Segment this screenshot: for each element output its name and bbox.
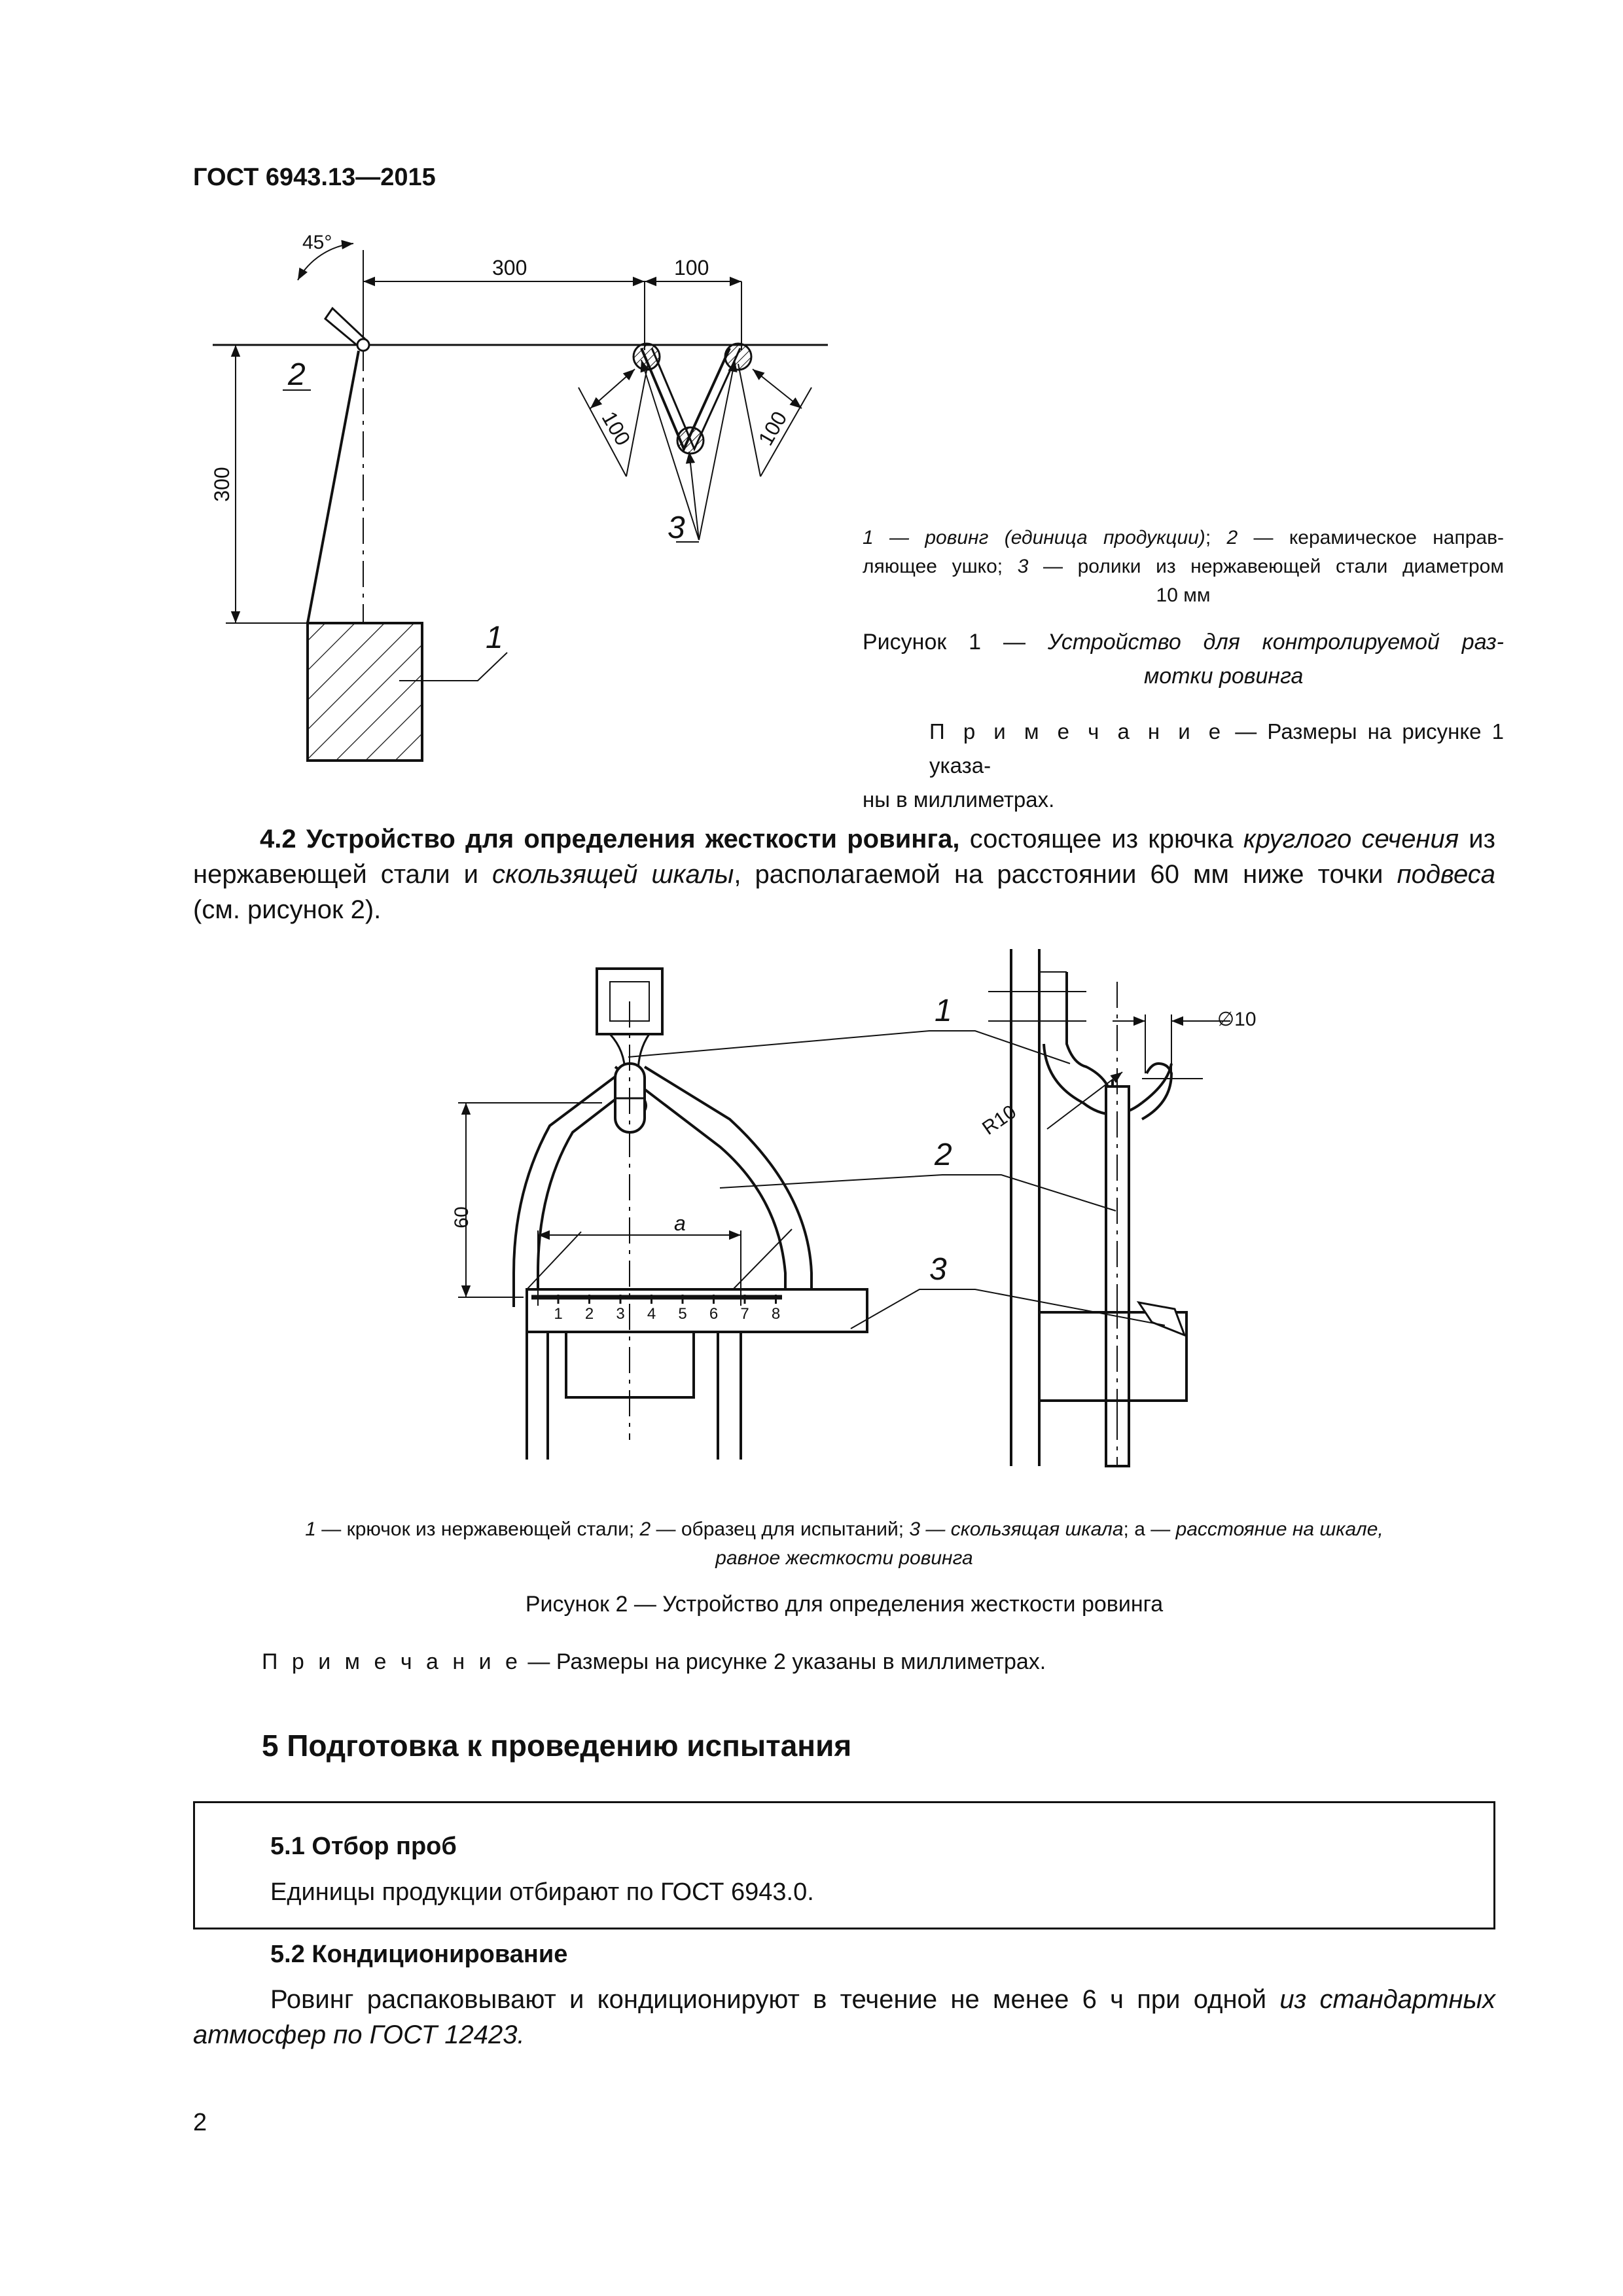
figure-2-caption: Рисунок 2 — Устройство для определения жесткости ровинга bbox=[525, 1592, 1164, 1617]
fig1-dim-100-h: 100 bbox=[674, 256, 709, 279]
section-5-heading: 5 Подготовка к проведению испытания bbox=[262, 1729, 852, 1763]
caption1-title-1: Устройство для контролируемой раз- bbox=[1047, 630, 1504, 655]
fig1-lines bbox=[213, 243, 828, 761]
legend1-sep: ; bbox=[1205, 527, 1227, 548]
s42-text-5: (см. рисунок 2). bbox=[193, 895, 382, 924]
fig1-dim-100-right: 100 bbox=[753, 407, 792, 450]
legend1-text-2b: ляющее ушко; bbox=[863, 556, 1018, 577]
legend2-text-2: — образец для испытаний; bbox=[651, 1518, 910, 1540]
legend2-text-3: — скользящая шкала bbox=[920, 1518, 1124, 1540]
legend1-text-2: — керамическое направ- bbox=[1238, 527, 1505, 548]
fig1-angle-label: 45° bbox=[302, 232, 332, 253]
s42-italic-1: круглого сечения bbox=[1243, 825, 1459, 853]
caption1-title-2: мотки ровинга bbox=[1144, 664, 1304, 689]
fig1-callout-3: 3 bbox=[668, 511, 685, 545]
section-5-1-heading: 5.1 Отбор проб bbox=[270, 1833, 457, 1860]
note1-text-1: — Размеры на рисунке 1 указа- bbox=[929, 719, 1504, 778]
fig2-dim-radius: R10 bbox=[978, 1101, 1021, 1139]
scale-tick-label: 6 bbox=[709, 1305, 719, 1323]
legend1-num-1: 1 bbox=[863, 527, 874, 548]
s42-text-2: из bbox=[1459, 825, 1495, 853]
page-number: 2 bbox=[193, 2109, 207, 2136]
section-5-1-box bbox=[193, 1801, 1495, 1929]
s42-italic-3: подвеса bbox=[1397, 860, 1496, 889]
legend2-num-1: 1 bbox=[305, 1518, 316, 1540]
fig2-callout-2: 2 bbox=[935, 1138, 952, 1172]
legend2-text-6: равное жесткости ровинга bbox=[715, 1547, 973, 1569]
document-code-header: ГОСТ 6943.13—2015 bbox=[193, 164, 436, 191]
figure-2-drawing bbox=[0, 916, 1623, 1505]
fig1-dim-300-h: 300 bbox=[492, 256, 527, 279]
scale-tick-label: 8 bbox=[771, 1305, 781, 1323]
scale-tick-label: 3 bbox=[616, 1305, 625, 1323]
section-5-2-paragraph bbox=[193, 1982, 1495, 2053]
note2-label: П р и м е ч а н и е bbox=[262, 1649, 522, 1674]
legend2-text-5: расстояние на шкале, bbox=[1175, 1518, 1383, 1540]
s42-text-3: нержавеющей стали и bbox=[193, 860, 493, 889]
s52-italic-1: из стандартных bbox=[1279, 1985, 1495, 2014]
s42-text-4: , располагаемой на расстоянии 60 мм ниже точки bbox=[734, 860, 1397, 889]
s42-text-1: состоящее из крючка bbox=[959, 825, 1243, 853]
section-4-2-paragraph bbox=[193, 821, 1495, 927]
legend2-num-2: 2 bbox=[639, 1518, 651, 1540]
fig1-callout-1: 1 bbox=[486, 620, 503, 655]
figure-1-legend bbox=[863, 524, 1504, 610]
scale-tick-label: 4 bbox=[647, 1305, 656, 1323]
legend2-text-4: ; а — bbox=[1123, 1518, 1176, 1540]
s42-italic-2: скользящей шкалы bbox=[492, 860, 734, 889]
roller-circles bbox=[633, 344, 751, 454]
section-5-1-text: Единицы продукции отбирают по ГОСТ 6943.0. bbox=[270, 1878, 814, 1906]
note2-text: — Размеры на рисунке 2 указаны в миллиметрах. bbox=[521, 1649, 1046, 1674]
fig2-left-view bbox=[458, 969, 867, 1460]
fig2-dim-60: 60 bbox=[451, 1206, 473, 1229]
s52-text-1: Ровинг распаковывают и кондиционируют в течение не менее 6 ч при одной bbox=[270, 1985, 1280, 2014]
scale-tick-label: 2 bbox=[584, 1305, 594, 1323]
fig2-right-view bbox=[988, 949, 1230, 1466]
scale-tick-label: 1 bbox=[554, 1305, 563, 1323]
section-5-2-heading: 5.2 Кондиционирование bbox=[270, 1941, 568, 1968]
figure-2-legend bbox=[193, 1515, 1495, 1573]
fig1-callout-2: 2 bbox=[288, 357, 306, 392]
figure-2-note bbox=[262, 1649, 1046, 1675]
fig1-dim-300-v: 300 bbox=[210, 467, 234, 502]
legend1-text-3b: 10 мм bbox=[1156, 584, 1211, 606]
note1-label: П р и м е ч а н и е bbox=[929, 719, 1225, 744]
legend1-text-1: — ровинг (единица продукции) bbox=[873, 527, 1205, 548]
legend1-num-3: 3 bbox=[1017, 556, 1029, 577]
section-4-2-title: Устройство для определения жесткости ровинга, bbox=[306, 825, 960, 853]
note1-text-2: ны в миллиметрах. bbox=[863, 787, 1055, 812]
scale-tick-label: 5 bbox=[678, 1305, 687, 1323]
section-4-2-number: 4.2 bbox=[260, 825, 296, 853]
s52-italic-2: атмосфер по ГОСТ 12423. bbox=[193, 2020, 525, 2049]
fig2-callout-3: 3 bbox=[929, 1252, 947, 1287]
figure-1-note bbox=[863, 715, 1504, 817]
fig2-dim-a: a bbox=[674, 1211, 686, 1235]
fig2-leader-lines bbox=[628, 1031, 1165, 1329]
caption1-prefix: Рисунок 1 — bbox=[863, 630, 1048, 655]
fig2-callout-1: 1 bbox=[935, 994, 952, 1028]
fig2-dim-diameter: ∅10 bbox=[1217, 1009, 1257, 1030]
legend1-num-2: 2 bbox=[1226, 527, 1238, 548]
fig1-dim-100-left: 100 bbox=[597, 407, 635, 450]
figure-1-caption bbox=[863, 625, 1504, 693]
legend2-num-3: 3 bbox=[909, 1518, 921, 1540]
scale-tick-label: 7 bbox=[740, 1305, 749, 1323]
legend1-text-3: — ролики из нержавеющей стали диаметром bbox=[1028, 556, 1504, 577]
legend2-text-1: — крючок из нержавеющей стали; bbox=[315, 1518, 640, 1540]
